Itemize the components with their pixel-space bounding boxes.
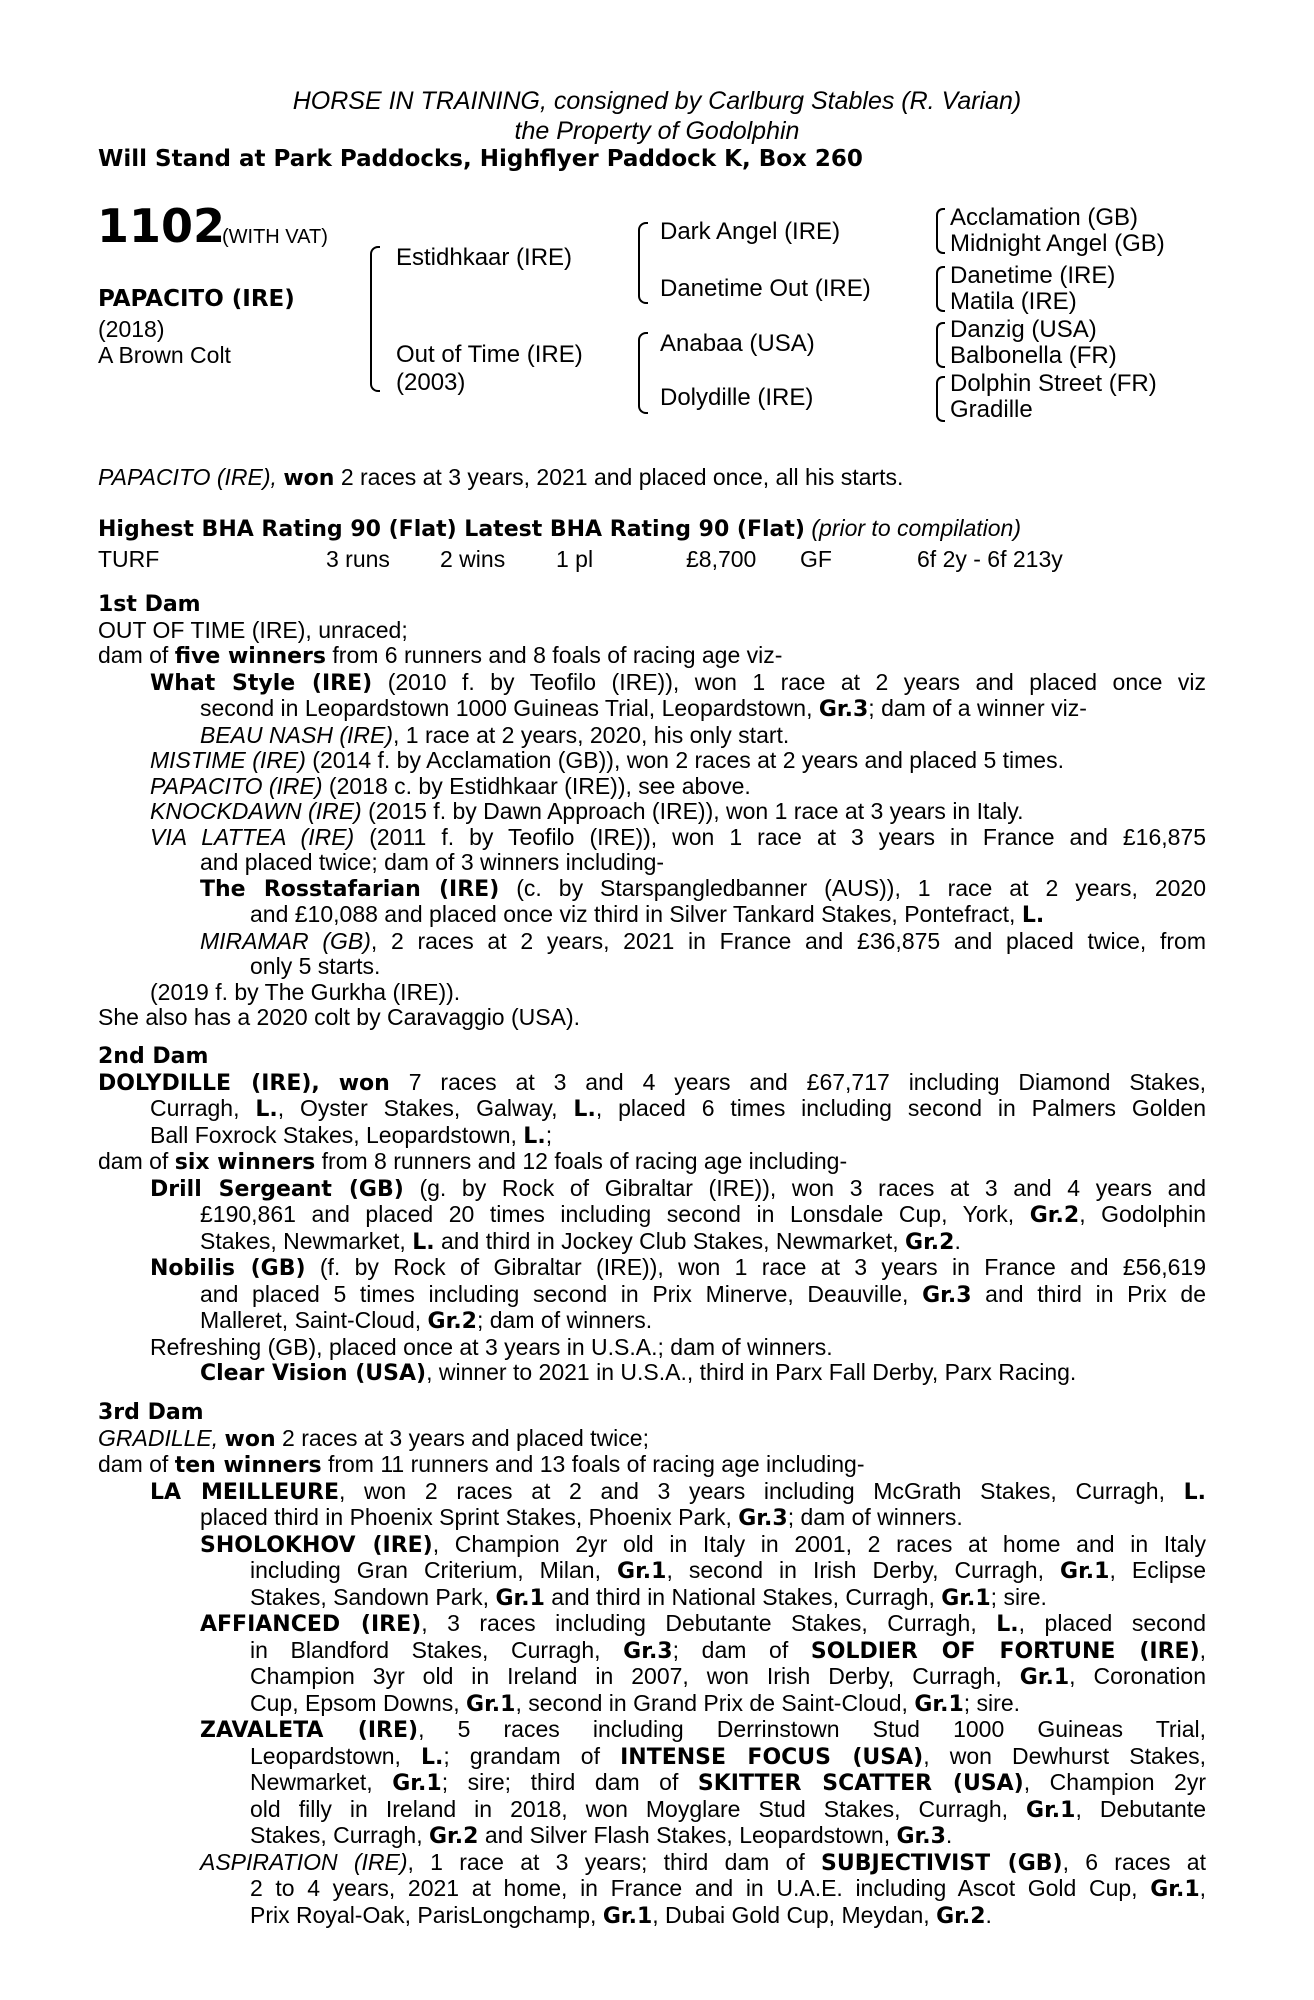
grade: L.: [1021, 903, 1045, 928]
produce-text: including Gran Criterium, Milan,: [250, 1557, 601, 1583]
perf-runs: 3 runs: [326, 546, 390, 572]
dam-of-text: from 8 runners and 12 foals of racing age including-: [321, 1148, 848, 1174]
sire-sire: Dark Angel (IRE): [660, 218, 841, 245]
winners-count: ten winners: [174, 1453, 322, 1478]
produce-text: £190,861 and placed 20 times including second in Lonsdale Cup, York,: [200, 1201, 1015, 1227]
section-heading: 2nd Dam: [98, 1044, 209, 1069]
produce-text: .: [945, 1822, 953, 1848]
race-summary: [98, 465, 1206, 492]
sdd: Matila (IRE): [950, 288, 1077, 315]
won-label: won: [224, 1426, 276, 1452]
grade: L.: [412, 1229, 435, 1255]
perf-going: GF: [800, 546, 832, 572]
produce-text: , winner to 2021 in U.S.A., third in Parx Fall Derby, Parx Racing.: [426, 1359, 1077, 1385]
produce-name: The Rosstafarian (IRE): [200, 876, 500, 902]
dam-text: Ball Foxrock Stakes, Leopardstown,: [150, 1121, 517, 1148]
produce-text: Stakes, Newmarket,: [200, 1227, 406, 1254]
produce-text: , second in Grand Prix de Saint-Cloud,: [515, 1689, 908, 1716]
sss: Acclamation (GB): [950, 204, 1139, 231]
dam-dam: Dolydille (IRE): [660, 384, 814, 411]
produce-name: SOLDIER OF FORTUNE (IRE): [810, 1638, 1200, 1664]
produce-text: , Debutante: [1075, 1795, 1206, 1822]
grade: Gr.1: [1019, 1665, 1070, 1690]
produce-name: Clear Vision (USA): [200, 1361, 427, 1386]
produce-text: Refreshing (GB), placed once at 3 years in U.S.A.; dam of winners.: [150, 1333, 833, 1360]
dsd: Balbonella (FR): [950, 342, 1117, 369]
grade: Gr.2: [1029, 1203, 1080, 1228]
produce-name: BEAU NASH (IRE): [200, 721, 393, 748]
produce-text: 2 to 4 years, 2021 at home, in France and in U.A.E. including Ascot Gold Cup,: [250, 1875, 1138, 1901]
produce-text: ; grandam of: [443, 1742, 600, 1769]
produce-name: KNOCKDAWN (IRE): [150, 798, 362, 824]
location-line: Will Stand at Park Paddocks, Highflyer Paddock K, Box 260: [98, 146, 863, 172]
produce-text: , Coronation: [1069, 1663, 1206, 1689]
grade: Gr.3: [818, 697, 869, 722]
grade: Gr.3: [922, 1282, 972, 1308]
pedigree-brace: [936, 208, 945, 254]
grade: Gr.1: [1060, 1559, 1110, 1584]
produce-name: PAPACITO (IRE): [150, 772, 323, 799]
grade: Gr.1: [1150, 1877, 1200, 1902]
produce-text: only 5 starts.: [250, 953, 381, 979]
grade: Gr.2: [428, 1824, 479, 1849]
pedigree-brace: [936, 266, 945, 312]
produce-name: Nobilis (GB): [150, 1256, 306, 1281]
produce-text: (2015 f. by Dawn Approach (IRE)), won 1 race at 3 years in Italy.: [368, 798, 1024, 824]
produce-text: , 1 race at 2 years, 2020, his only start.: [392, 721, 790, 748]
produce-text: second in Leopardstown 1000 Guineas Trial, Leopardstown,: [200, 695, 813, 721]
section-heading: 1st Dam: [98, 592, 201, 617]
grade: Gr.1: [941, 1585, 991, 1611]
produce-text: Leopardstown,: [250, 1742, 401, 1769]
produce-text: ; sire.: [990, 1583, 1047, 1610]
dam-text: 2 races at 3 years and placed twice;: [282, 1424, 649, 1451]
dam-of-text: from 11 runners and 13 foals of racing age including-: [327, 1451, 865, 1477]
produce-text: , Dubai Gold Cup, Meydan,: [652, 1901, 930, 1928]
first-dam-section: [98, 592, 1206, 1031]
dam-of: dam of: [98, 642, 169, 668]
horse-name: PAPACITO (IRE): [98, 286, 295, 312]
pedigree-brace: [638, 222, 648, 304]
produce-text: Prix Royal-Oak, ParisLongchamp,: [250, 1901, 597, 1928]
header-line-2: the Property of Godolphin: [514, 117, 800, 145]
produce-text: , second in Irish Derby, Curragh,: [666, 1557, 1044, 1583]
grade: L.: [523, 1123, 546, 1149]
vat-note: (WITH VAT): [222, 226, 328, 248]
grade: Gr.2: [427, 1309, 477, 1334]
grade: L.: [573, 1097, 596, 1122]
produce-text: She also has a 2020 colt by Caravaggio (USA).: [98, 1004, 580, 1030]
grade: L.: [421, 1744, 444, 1770]
ddd: Gradille: [950, 396, 1033, 423]
produce-name: LA MEILLEURE: [150, 1479, 339, 1505]
dam-line: OUT OF TIME (IRE), unraced;: [98, 616, 408, 643]
perf-prize: £8,700: [686, 546, 757, 572]
produce-text: in Blandford Stakes, Curragh,: [250, 1636, 601, 1663]
rating-text: Highest BHA Rating 90 (Flat) Latest BHA Rating 90 (Flat): [98, 517, 805, 542]
pedigree-brace: [638, 332, 648, 414]
lot-number: 1102: [97, 199, 226, 253]
dds: Dolphin Street (FR): [950, 370, 1157, 397]
summary-won: won: [283, 466, 335, 491]
produce-text: , Godolphin: [1079, 1201, 1206, 1227]
produce-text: and third in Jockey Club Stakes, Newmarket,: [440, 1227, 899, 1254]
produce-name: ZAVALETA (IRE): [200, 1718, 419, 1743]
grade: Gr.1: [466, 1691, 516, 1717]
produce-text: , won Dewhurst Stakes,: [923, 1742, 1207, 1769]
pedigree-brace: [936, 376, 945, 422]
produce-text: , Champion 2yr: [1023, 1769, 1206, 1795]
dam-text: ;: [545, 1121, 553, 1148]
produce-text: , 2 races at 2 years, 2021 in France and £36,875 and placed twice, from: [370, 927, 1206, 954]
grade: Gr.3: [738, 1506, 788, 1531]
produce-text: (2010 f. by Teofilo (IRE)), won 1 race at 2 years and placed once viz: [387, 668, 1207, 695]
produce-name: MISTIME (IRE): [150, 747, 306, 773]
produce-text: ; dam of a winner viz-: [868, 695, 1087, 721]
produce-text: ; dam of winners.: [476, 1307, 653, 1333]
pedigree-brace: [936, 322, 945, 368]
produce-text: and £10,088 and placed once viz third in Silver Tankard Stakes, Pontefract,: [250, 901, 1016, 927]
ssd: Midnight Angel (GB): [950, 230, 1165, 257]
dam-name: GRADILLE,: [98, 1424, 219, 1451]
dam-year: (2003): [396, 369, 466, 396]
grade: Gr.1: [602, 1903, 653, 1929]
grade: Gr.3: [896, 1824, 946, 1849]
perf-distance: 6f 2y - 6f 213y: [917, 546, 1063, 572]
header-line-1: HORSE IN TRAINING, consigned by Carlburg Stables (R. Varian): [292, 87, 1022, 115]
horse-year: (2018): [98, 316, 165, 342]
sire: Estidhkaar (IRE): [396, 244, 573, 271]
grade: L.: [1183, 1479, 1207, 1505]
dam-of: dam of: [98, 1148, 169, 1174]
dss: Danzig (USA): [950, 316, 1097, 343]
produce-name: SKITTER SCATTER (USA): [697, 1771, 1024, 1796]
produce-name: AFFIANCED (IRE): [200, 1612, 422, 1637]
summary-name: PAPACITO (IRE),: [98, 464, 277, 490]
produce-name: SHOLOKHOV (IRE): [200, 1532, 433, 1558]
winners-count: six winners: [174, 1150, 316, 1175]
grade: Gr.2: [936, 1903, 986, 1929]
produce-text: (2019 f. by The Gurkha (IRE)).: [150, 978, 461, 1005]
second-dam-section: [98, 1044, 1206, 1387]
sire-dam: Danetime Out (IRE): [660, 275, 871, 302]
produce-text: ; sire.: [963, 1689, 1021, 1716]
produce-text: (2018 c. by Estidhkaar (IRE)), see above.: [328, 772, 751, 799]
dam-text: 7 races at 3 and 4 years and £67,717 including Diamond Stakes,: [408, 1068, 1207, 1095]
produce-text: and Silver Flash Stakes, Leopardstown,: [484, 1822, 891, 1848]
grade: L.: [996, 1612, 1019, 1637]
third-dam-section: [98, 1400, 1206, 1929]
rating-line: [98, 516, 1206, 543]
pedigree-brace: [370, 246, 380, 392]
produce-text: placed third in Phoenix Sprint Stakes, Phoenix Park,: [200, 1504, 732, 1530]
produce-text: Newmarket,: [250, 1769, 373, 1795]
produce-text: (2014 f. by Acclamation (GB)), won 2 races at 2 years and placed 5 times.: [312, 747, 1064, 773]
grade: Gr.1: [914, 1691, 964, 1717]
produce-text: Champion 3yr old in Ireland in 2007, won Irish Derby, Curragh,: [250, 1663, 1002, 1689]
produce-text: , placed second: [1018, 1610, 1206, 1636]
grade: Gr.1: [1026, 1797, 1076, 1823]
grade: Gr.2: [905, 1229, 955, 1255]
produce-text: (f. by Rock of Gibraltar (IRE)), won 1 race at 3 years in France and £56,619: [319, 1254, 1206, 1280]
produce-name: INTENSE FOCUS (USA): [620, 1744, 924, 1770]
dam: Out of Time (IRE): [396, 341, 583, 368]
grade: Gr.3: [623, 1638, 673, 1664]
produce-name: VIA LATTEA (IRE): [150, 823, 355, 850]
section-heading: 3rd Dam: [98, 1400, 204, 1425]
produce-text: (2011 f. by Teofilo (IRE)), won 1 race at 3 years in France and £16,875: [369, 823, 1207, 850]
grade: Gr.1: [617, 1559, 667, 1584]
produce-text: and placed 5 times including second in Prix Minerve, Deauville,: [200, 1280, 909, 1307]
produce-text: and third in National Stakes, Curragh,: [551, 1583, 935, 1610]
produce-text: , 5 races including Derrinstown Stud 1000 Guineas Trial,: [418, 1716, 1206, 1742]
produce-text: Cup, Epsom Downs,: [250, 1689, 460, 1716]
produce-name: Drill Sergeant (GB): [150, 1176, 404, 1202]
produce-text: , 6 races at: [1062, 1848, 1206, 1875]
produce-text: and placed twice; dam of 3 winners including-: [200, 849, 665, 875]
produce-text: and third in Prix de: [985, 1280, 1206, 1307]
perf-placed: 1 pl: [556, 546, 594, 572]
produce-text: ; sire; third dam of: [441, 1769, 679, 1795]
dam-text: , Oyster Stakes, Galway,: [277, 1095, 558, 1121]
produce-text: Malleret, Saint-Cloud,: [200, 1307, 422, 1333]
produce-text: , Champion 2yr old in Italy in 2001, 2 races at home and in Italy: [432, 1530, 1206, 1557]
produce-name: SUBJECTIVIST (GB): [821, 1850, 1063, 1876]
dam-text: , placed 6 times including second in Palmers Golden: [595, 1095, 1207, 1121]
summary-text: 2 races at 3 years, 2021 and placed once, all his starts.: [340, 464, 904, 490]
dam-name: DOLYDILLE (IRE),: [98, 1070, 320, 1096]
produce-text: .: [985, 1901, 992, 1928]
sds: Danetime (IRE): [950, 262, 1116, 289]
horse-description: A Brown Colt: [98, 342, 231, 368]
winners-count: five winners: [174, 644, 327, 669]
dam-text: Curragh,: [150, 1095, 240, 1121]
produce-text: old filly in Ireland in 2018, won Moyglare Stud Stakes, Curragh,: [250, 1795, 1008, 1822]
produce-name: What Style (IRE): [150, 670, 373, 696]
produce-text: (c. by Starspangledbanner (AUS)), 1 race at 2 years, 2020: [516, 874, 1206, 901]
perf-wins: 2 wins: [440, 546, 506, 572]
grade: L.: [255, 1097, 278, 1122]
produce-text: Stakes, Curragh,: [250, 1822, 423, 1848]
won-label: won: [338, 1070, 390, 1096]
produce-name: MIRAMAR (GB): [200, 927, 371, 954]
grade: Gr.1: [392, 1771, 442, 1796]
produce-text: ; dam of winners.: [787, 1504, 963, 1530]
dam-of: dam of: [98, 1451, 169, 1477]
produce-text: , 3 races including Debutante Stakes, Curragh,: [421, 1610, 977, 1636]
produce-text: .: [954, 1227, 961, 1254]
produce-text: ; dam of: [672, 1636, 789, 1663]
perf-surface: TURF: [98, 546, 160, 572]
produce-text: , won 2 races at 2 and 3 years including McGrath Stakes, Curragh,: [338, 1477, 1165, 1504]
rating-note: (prior to compilation): [811, 515, 1022, 541]
produce-text: , 1 race at 3 years; third dam of: [407, 1848, 805, 1875]
dam-of-text: from 6 runners and 8 foals of racing age viz-: [332, 642, 783, 668]
produce-name: ASPIRATION (IRE): [200, 1848, 408, 1875]
produce-text: Stakes, Sandown Park,: [250, 1583, 490, 1610]
produce-text: ,: [1199, 1875, 1207, 1901]
produce-text: ,: [1199, 1636, 1207, 1663]
dam-sire: Anabaa (USA): [660, 330, 815, 357]
produce-text: , Eclipse: [1109, 1557, 1207, 1583]
produce-text: (g. by Rock of Gibraltar (IRE)), won 3 races at 3 and 4 years and: [419, 1174, 1206, 1201]
grade: Gr.1: [495, 1585, 545, 1611]
